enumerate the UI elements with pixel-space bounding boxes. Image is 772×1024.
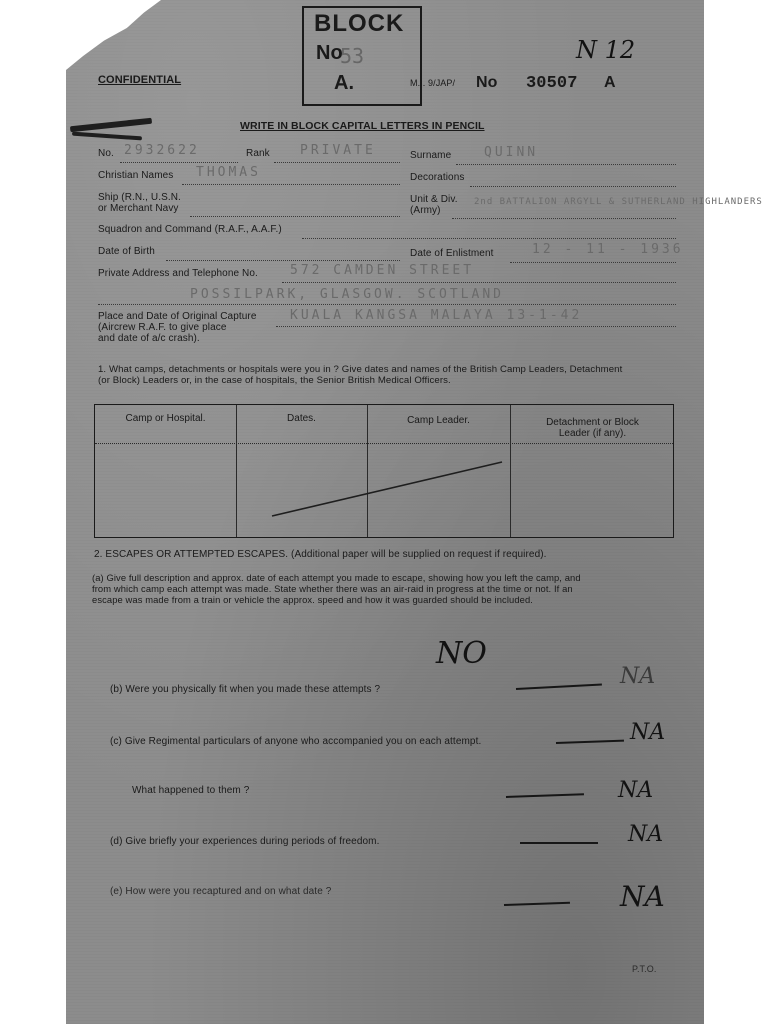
- q2e-text: (e) How were you recaptured and on what date ?: [110, 886, 332, 897]
- rank-value: PRIVATE: [300, 143, 376, 158]
- address-line-2: POSSILPARK, GLASGOW. SCOTLAND: [190, 287, 504, 302]
- q2a-answer: NO: [436, 636, 487, 671]
- q2a-text-2: from which camp each attempt was made. State whether there was an air-raid in progress at the time or not. If an: [92, 583, 573, 594]
- capture-label-2: (Aircrew R.A.F. to give place: [98, 322, 227, 333]
- unit-value: 2nd BATTALION ARGYLL & SUTHERLAND HIGHLANDERS: [474, 197, 763, 207]
- q2e-answer: NA: [620, 880, 665, 913]
- capture-label-3: and date of a/c crash).: [98, 333, 200, 344]
- q2a-text-1: (a) Give full description and approx. date of each attempt you made to escape, showing how you left the camp, and: [92, 572, 581, 583]
- q2c-answer: NA: [630, 720, 666, 745]
- squadron-label: Squadron and Command (R.A.F., A.A.F.): [98, 224, 282, 235]
- col-camp-leader: Camp Leader.: [407, 415, 470, 426]
- form-number-suffix: A: [604, 74, 616, 91]
- form-number-label: No: [476, 74, 498, 91]
- surname-value: QUINN: [484, 145, 539, 160]
- stamp-no-label: No: [316, 42, 343, 64]
- q2c-text: (c) Give Regimental particulars of anyone who accompanied you on each attempt.: [110, 736, 482, 747]
- q2a-text-3: escape was made from a train or vehicle the approx. speed and how it was guarded should be included.: [92, 594, 533, 605]
- form-reference: M.I. 9/JAP/: [410, 78, 456, 88]
- q1-text-1: 1. What camps, detachments or hospitals were you in ? Give dates and names of the British Camp Leaders, Detachment: [98, 364, 623, 375]
- address-label: Private Address and Telephone No.: [98, 268, 258, 279]
- col-camp-or-hospital: Camp or Hospital.: [125, 413, 206, 424]
- confidential-label: CONFIDENTIAL: [98, 74, 182, 86]
- capture-value: KUALA KANGSA MALAYA 13-1-42: [290, 308, 583, 323]
- service-no-label: No.: [98, 148, 114, 159]
- ship-label-1: Ship (R.N., U.S.N.: [98, 192, 181, 203]
- corner-mark: N 12: [576, 36, 636, 64]
- q2c-what-happened-answer: NA: [618, 778, 654, 803]
- col-detachment-leader-2: Leader (if any).: [558, 428, 627, 439]
- christian-names-label: Christian Names: [98, 170, 174, 181]
- stamp-no-value: 53: [340, 44, 365, 68]
- q2-heading: 2. ESCAPES OR ATTEMPTED ESCAPES. (Additional paper will be supplied on request if required).: [94, 549, 547, 560]
- col-detachment-leader: Detachment or Block: [546, 417, 639, 428]
- enlistment-label: Date of Enlistment: [410, 248, 494, 259]
- surname-label: Surname: [410, 150, 452, 161]
- q2b-answer: NA: [620, 664, 656, 689]
- unit-label-2: (Army): [410, 205, 441, 216]
- q2d-text: (d) Give briefly your experiences during periods of freedom.: [110, 836, 380, 847]
- date-of-birth-label: Date of Birth: [98, 246, 155, 257]
- q2b-text: (b) Were you physically fit when you made these attempts ?: [110, 684, 381, 695]
- christian-names-value: THOMAS: [196, 165, 261, 180]
- address-line-1: 572 CAMDEN STREET: [290, 263, 475, 278]
- col-dates: Dates.: [287, 413, 316, 424]
- instruction-heading: WRITE IN BLOCK CAPITAL LETTERS IN PENCIL: [240, 120, 485, 132]
- q2c-what-happened: What happened to them ?: [132, 785, 250, 796]
- form-number: 30507: [526, 74, 578, 93]
- q1-text-2: (or Block) Leaders or, in the case of hospitals, the Senior British Medical Officers.: [98, 375, 451, 386]
- pto-label: P.T.O.: [632, 964, 657, 974]
- service-no-value: 2932622: [124, 143, 200, 158]
- q2d-answer: NA: [628, 822, 664, 847]
- rank-label: Rank: [246, 148, 270, 159]
- capture-label-1: Place and Date of Original Capture: [98, 311, 257, 322]
- ship-label-2: or Merchant Navy: [98, 203, 179, 214]
- stamp-block-label: BLOCK: [314, 10, 405, 37]
- stamp-letter: A.: [334, 72, 354, 94]
- decorations-label: Decorations: [410, 172, 465, 183]
- unit-label-1: Unit & Div.: [410, 194, 458, 205]
- enlistment-value: 12 - 11 - 1936: [532, 242, 684, 257]
